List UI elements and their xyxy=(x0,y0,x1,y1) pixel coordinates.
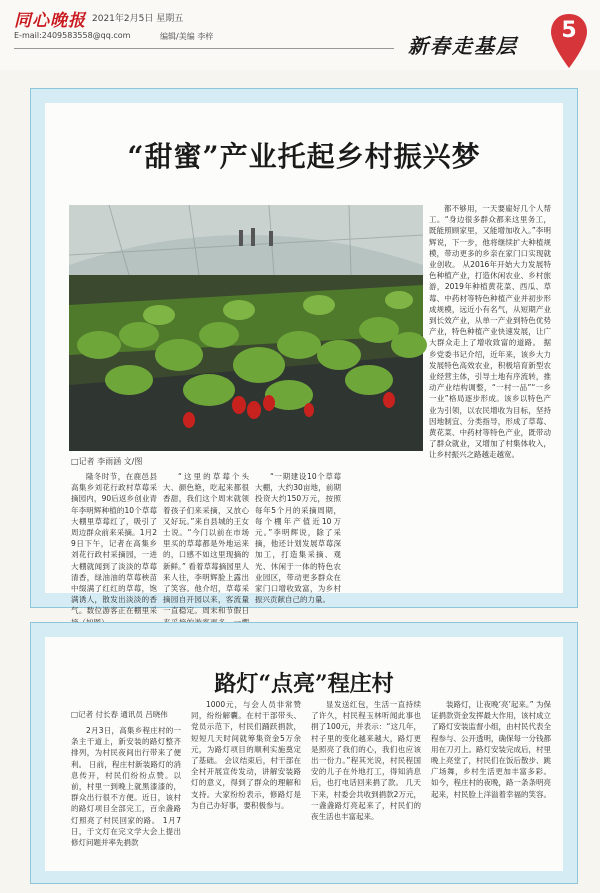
article-2-column-2 xyxy=(191,699,301,863)
newspaper-logo: 同心晚报 xyxy=(14,11,86,31)
article-1-column-4 xyxy=(429,203,551,583)
article-2 xyxy=(45,637,563,871)
page-number: 5 xyxy=(561,18,577,43)
article-2-text-3: 显发送红包，生活一直持续了许久，村民程玉林听闻此事也捐了100元，并表示：“这几年，村子里的变化越来越大，路灯更是照亮了我们的心，我们也应该出一份力。”程其光说，村民程国安的儿子在外地打工，得知消息后，也打电话回来捐了款。 几天下来，村委会共收到捐款2万元，一盏盏路灯亮起来了，村民们的夜生活也丰富起来。 xyxy=(311,700,421,822)
page-number-badge xyxy=(549,12,589,72)
photo-caption: □记者 李雨涵 文/图 xyxy=(71,457,143,466)
article-2-frame xyxy=(30,622,578,884)
article-1-column-2 xyxy=(163,471,249,616)
masthead xyxy=(0,0,600,70)
article-2-text-2: 1000元，与会人员非常赞同，纷纷解囊。在村干部带头、党员示范下，村民们踊跃捐款，短短几天时间就筹集资金5万余元，为路灯项目的顺利实施奠定了基础。 会议结束后，村干部在全村开展宣传发动，讲解安装路灯的意义，得到了群众的理解和支持。大家纷纷表示，修路灯是为自己办好事，要积极参与。 xyxy=(191,700,301,810)
article-1 xyxy=(45,103,563,616)
strawberry-greenhouse-photo xyxy=(69,205,423,451)
masthead-rule xyxy=(14,48,394,49)
article-1-text-1: 隆冬时节，在鹿邑县高集乡刘花行政村草莓采摘园内，90后返乡创业青年李明辉种植的10个草莓大棚里草莓红了，吸引了周边群众前来采摘。1月29日下午，记者在高集乡刘花行政村采摘园，一进大棚就闻到了淡淡的草莓清香，绿油油的草莓秧苗中缀满了红红的草莓，饱满诱人，散发出淡淡的香气。数位游客正在棚里采 xyxy=(71,472,157,616)
article-1-text-3: “一期建设10个草莓大棚，大约30亩地，前期投资大约150万元，按照每年5个月的采摘周期，每个棚年产值近10万元。”李明辉说，除了采摘，他还计划发展草莓深加工，打造集采摘、观光、休闲于一体的特色农业园区，带动更多群众在家门口增收致富，为乡村振兴贡献自己的力量。 xyxy=(255,472,341,605)
article-2-byline-text: □记者 付长春 通讯员 吕晓伟 xyxy=(71,710,168,719)
article-1-headline: “甜蜜”产业托起乡村振兴梦 xyxy=(127,140,481,173)
article-1-column-3 xyxy=(255,471,341,605)
section-title: 新春走基层 xyxy=(408,34,518,58)
article-1-frame xyxy=(30,88,578,616)
article-2-column-3 xyxy=(311,699,421,863)
article-2-text-1: 2月3日，高集乡程庄村的一条主干道上，新安装的路灯整齐排列，为村民夜间出行带来了便利。 日前，程庄村新装路灯的消息传开，村民们纷纷点赞。以前，村里一到晚上就黑漆漆的，群众出行很不方便。近日，该村的路灯项目全部完工，百余盏路灯照亮了村民回家的路。 1月7日，于文灯在完文学大会上提出修灯问题并率先捐款 xyxy=(71,726,181,848)
article-2-text-4: 装路灯，让夜晚‘亮’起来。” 为保证捐款资金发挥最大作用，该村成立了路灯安装监督小组，由村民代表全程参与、公开透明，确保每一分钱都用在刀刃上。路灯安装完成后，村里晚上亮堂了，村民们在饭后散步、跳广场舞，乡村生活更加丰富多彩。 如今，程庄村的夜晚，路一条条明亮起来，村民脸上洋溢着幸福的笑容。 xyxy=(431,700,551,799)
editor-credit: 编辑/美编 李梓 xyxy=(160,32,214,41)
article-2-column-1 xyxy=(71,725,181,863)
article-1-text-4: 都不够用，一天要雇好几个人帮工。“身边很多群众都来这里务工，既能照顾家里，又能增加收入。”李明辉说，下一步，他将继续扩大种植规模，带动更多的乡亲在家门口实现就业创收。 从2016年开始大力发展特色种植产业，打造休闲农业、乡村旅游，2019年种植黄花菜、西瓜、草莓、中药材等特色种植产业并初步形成规模，远近小有名气，从短期产业到长效产业，从单一产业到特色优势产业，特色种植产业快速发展，让广大群众走上了增收致富的道路。 据乡党委书记介绍，近年来，该乡大力发展特色高效农业，积极培育新型农业经营主体，引导土地有序流转，推动产业结构调整，“一村一品”“一乡一业”格局逐步形成。该乡以特色产业为引领，以农民增收为目标，坚持因地制宜、分类指导，形成了草莓、黄花菜、中药材等特色产业，既带动了群众就业，又增加了村集体收入，让乡村振兴之路越走越宽。 xyxy=(429,204,551,460)
contact-email: E-mail:2409583558@qq.com xyxy=(14,31,131,40)
article-2-headline: 路灯“点亮”程庄村 xyxy=(214,671,394,697)
article-2-column-4 xyxy=(431,699,551,863)
article-1-text-2: “这里的草莓个头大、颜色艳，吃起来都很香甜，我们这个周末就领着孩子们来采摘，又放心又好玩。”来自县城的王女士说。“今门以前在市场里买的草莓都是外地运来的，口感不如这里现摘的新鲜。” 看着草莓摘园里人来人往，李明辉脸上露出了笑容。他介绍，草莓采摘园自开园以来，客流量一直稳定。周末和节假日 xyxy=(163,472,249,616)
issue-date: 2021年2月5日 星期五 xyxy=(92,14,184,24)
article-1-column-1 xyxy=(71,471,157,616)
